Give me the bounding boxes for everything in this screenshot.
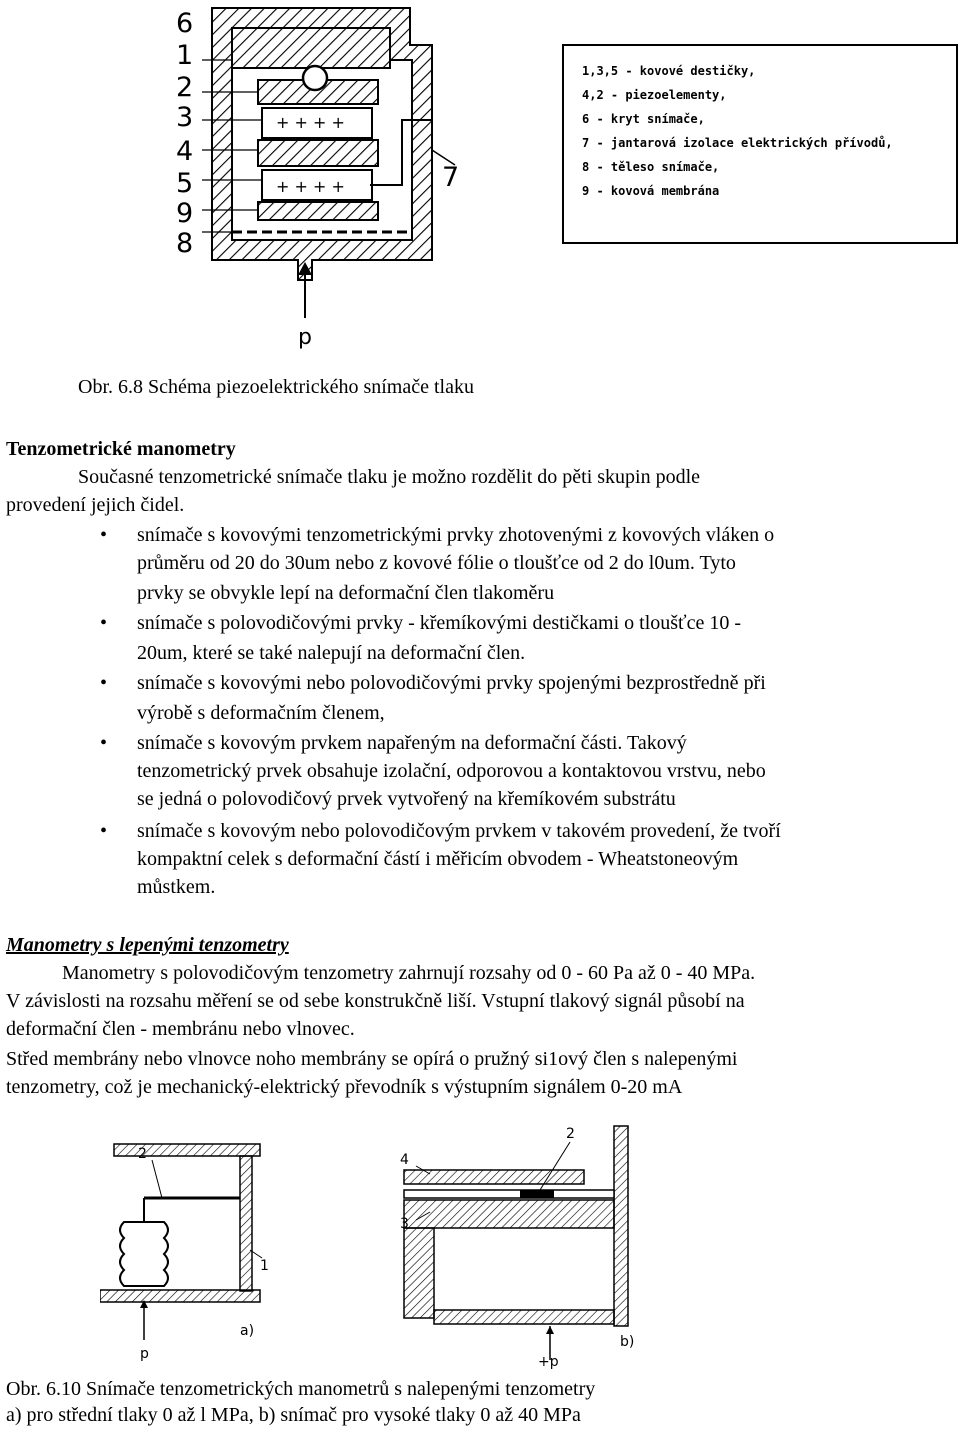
label-p: p bbox=[298, 325, 312, 350]
membrane-sensor-diagram-b bbox=[380, 1120, 660, 1370]
bullet-marker: • bbox=[100, 672, 108, 694]
label-2: 2 bbox=[176, 72, 194, 103]
label-a-case: a) bbox=[240, 1323, 255, 1339]
label-b-4: 4 bbox=[400, 1152, 409, 1168]
intro-text: provedení jejich čidel. bbox=[6, 494, 185, 516]
label-b-3: 3 bbox=[400, 1216, 409, 1232]
label-3: 3 bbox=[176, 102, 194, 133]
label-b-p: +p bbox=[538, 1354, 559, 1370]
legend-item: 9 - kovová membrána bbox=[582, 184, 720, 198]
label-8: 8 bbox=[176, 228, 194, 259]
piezo-sensor-diagram bbox=[170, 0, 470, 350]
paragraph-line: Manometry s polovodičovým tenzometry zahrnují rozsahy od 0 - 60 Pa až 0 - 40 MPa. bbox=[62, 962, 756, 984]
bullet-marker: • bbox=[100, 612, 108, 634]
bullet-text: tenzometrický prvek obsahuje izolační, odporovou a kontaktovou vrstvu, nebo bbox=[137, 760, 766, 782]
label-a-1: 1 bbox=[260, 1258, 269, 1274]
paragraph-line: tenzometry, což je mechanický-elektrický převodník s výstupním signálem 0-20 mA bbox=[6, 1076, 683, 1098]
section-heading-lepene: Manometry s lepenými tenzometry bbox=[6, 934, 289, 956]
figure-caption-6-8: Obr. 6.8 Schéma piezoelektrického snímače tlaku bbox=[78, 376, 474, 398]
legend-item: 6 - kryt snímače, bbox=[582, 112, 705, 126]
label-b-case: b) bbox=[620, 1334, 635, 1350]
bullet-text: kompaktní celek s deformační částí i měřicím obvodem - Wheatstoneovým bbox=[137, 848, 739, 870]
bullet-text: snímače s kovovým prvkem napařeným na deformační části. Takový bbox=[137, 732, 687, 754]
metal-plate-5 bbox=[258, 202, 378, 220]
label-5: 5 bbox=[176, 168, 194, 199]
bullet-text: 20um, které se také nalepují na deformační člen. bbox=[137, 642, 526, 664]
paragraph-line: Střed membrány nebo vlnovce noho membrány se opírá o pružný si1ový člen s nalepenými bbox=[6, 1048, 738, 1070]
bullet-text: průměru od 20 do 30um nebo z kovové fólie o tloušťce od 2 do l0um. Tyto bbox=[137, 552, 736, 574]
label-6: 6 bbox=[176, 8, 194, 39]
contact-ball bbox=[303, 66, 327, 90]
label-a-p: p bbox=[140, 1346, 149, 1362]
plus-marks-lower: + + + + bbox=[276, 177, 345, 196]
bellows-sensor-diagram-a bbox=[100, 1130, 340, 1370]
legend-item: 7 - jantarová izolace elektrických přívodů, bbox=[582, 136, 893, 150]
bullet-text: snímače s kovovými nebo polovodičovými prvky spojenými bezprostředně při bbox=[137, 672, 766, 694]
label-9: 9 bbox=[176, 198, 194, 229]
legend-item: 8 - těleso snímače, bbox=[582, 160, 720, 174]
bellows bbox=[120, 1222, 168, 1286]
bullet-text: prvky se obvykle lepí na deformační člen tlakoměru bbox=[137, 582, 555, 604]
strain-gauge bbox=[520, 1190, 554, 1198]
bullet-marker: • bbox=[100, 732, 108, 754]
paragraph-line: V závislosti na rozsahu měření se od sebe konstrukčně liší. Vstupní tlakový signál působí na bbox=[6, 990, 745, 1012]
bullet-text: snímače s kovovým nebo polovodičovým prvkem v takovém provedení, že tvoří bbox=[137, 820, 781, 842]
label-1: 1 bbox=[176, 40, 194, 71]
bullet-text: se jedná o polovodičový prvek vytvořený na křemíkovém substrátu bbox=[137, 788, 676, 810]
paragraph-line: deformační člen - membránu nebo vlnovec. bbox=[6, 1018, 355, 1040]
legend-item: 4,2 - piezoelementy, bbox=[582, 88, 727, 102]
intro-text: Současné tenzometrické snímače tlaku je možno rozdělit do pěti skupin podle bbox=[78, 466, 701, 488]
bullet-text: snímače s polovodičovými prvky - křemíkovými destičkami o tloušťce 10 - bbox=[137, 612, 741, 634]
legend-item: 1,3,5 - kovové destičky, bbox=[582, 64, 756, 78]
legend-box bbox=[562, 44, 958, 244]
label-a-2: 2 bbox=[138, 1146, 147, 1162]
section-heading-tenzometricke: Tenzometrické manometry bbox=[6, 438, 236, 460]
sensor-cap bbox=[232, 28, 390, 68]
bullet-text: snímače s kovovými tenzometrickými prvky zhotovenými z kovových vláken o bbox=[137, 524, 775, 546]
bullet-marker: • bbox=[100, 820, 108, 842]
figure-caption-6-10: Obr. 6.10 Snímače tenzometrických manometrů s nalepenými tenzometry bbox=[6, 1378, 596, 1400]
plus-marks-upper: + + + + bbox=[276, 113, 345, 132]
label-4: 4 bbox=[176, 136, 194, 167]
metal-plate-3 bbox=[258, 140, 378, 166]
figure-caption-6-10-detail: a) pro střední tlaky 0 až l MPa, b) snímač pro vysoké tlaky 0 až 40 MPa bbox=[6, 1404, 581, 1426]
bullet-text: výrobě s deformačním členem, bbox=[137, 702, 385, 724]
bullet-marker: • bbox=[100, 524, 108, 546]
label-b-2: 2 bbox=[566, 1126, 575, 1142]
bullet-text: můstkem. bbox=[137, 876, 216, 898]
label-7: 7 bbox=[442, 162, 460, 193]
